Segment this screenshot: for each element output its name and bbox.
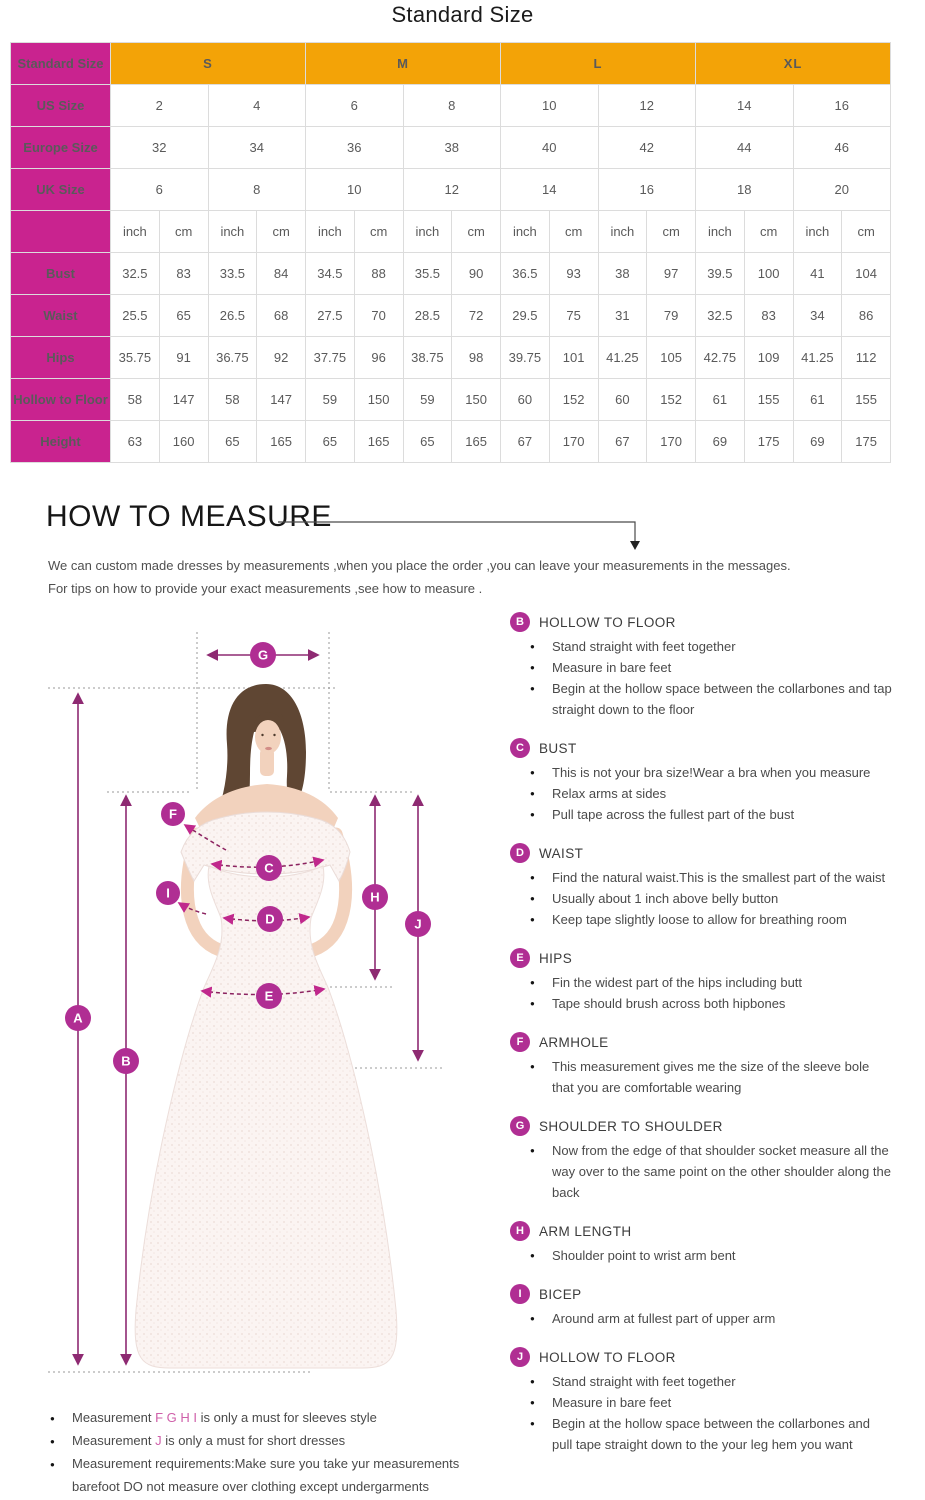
value-cell: 37.75	[306, 337, 355, 379]
row-label: Hips	[11, 337, 111, 379]
size-cell: 14	[696, 85, 794, 127]
value-cell: 104	[842, 253, 891, 295]
size-cell: 16	[793, 85, 891, 127]
value-cell: 165	[354, 421, 403, 463]
value-cell: 150	[354, 379, 403, 421]
letter-badge-g: G	[510, 1116, 530, 1136]
value-cell: 58	[111, 379, 160, 421]
bullet: ● Keep tape slightly loose to allow for breathing room	[528, 909, 892, 930]
section-title: ARM LENGTH	[539, 1223, 632, 1239]
section-bicep	[510, 1284, 910, 1329]
unit-cell: cm	[354, 211, 403, 253]
marker-B	[113, 1048, 139, 1074]
value-cell: 83	[744, 295, 793, 337]
letter-badge-j: J	[510, 1347, 530, 1367]
section-title: BUST	[539, 740, 577, 756]
value-cell: 33.5	[208, 253, 257, 295]
svg-text:I: I	[166, 885, 170, 901]
bullet: ● Relax arms at sides	[528, 783, 892, 804]
marker-E	[256, 983, 282, 1009]
table-row-groups	[11, 43, 891, 85]
value-cell: 38.75	[403, 337, 452, 379]
group-xl: XL	[696, 43, 891, 85]
bullet: ● Tape should brush across both hipbones	[528, 993, 892, 1014]
svg-text:C: C	[264, 860, 274, 876]
value-cell: 86	[842, 295, 891, 337]
corner-label: Standard Size	[11, 43, 111, 85]
letter-badge-i: I	[510, 1284, 530, 1304]
value-cell: 150	[452, 379, 501, 421]
row-label: Europe Size	[11, 127, 111, 169]
value-cell: 36.5	[501, 253, 550, 295]
value-cell: 34.5	[306, 253, 355, 295]
group-s: S	[111, 43, 306, 85]
value-cell: 65	[403, 421, 452, 463]
value-cell: 41.25	[793, 337, 842, 379]
value-cell: 69	[696, 421, 745, 463]
value-cell: 75	[549, 295, 598, 337]
value-cell: 79	[647, 295, 696, 337]
value-cell: 32.5	[111, 253, 160, 295]
value-cell: 97	[647, 253, 696, 295]
section-hips	[510, 948, 910, 1014]
bullet: ● Shoulder point to wrist arm bent	[528, 1245, 892, 1266]
value-cell: 42.75	[696, 337, 745, 379]
value-cell: 32.5	[696, 295, 745, 337]
value-cell: 175	[842, 421, 891, 463]
highlight-letters: F G H I	[155, 1410, 197, 1425]
dress-body	[135, 866, 397, 1368]
value-cell: 60	[598, 379, 647, 421]
size-cell: 16	[598, 169, 696, 211]
highlight-letters: J	[155, 1433, 162, 1448]
table-row-hips	[11, 337, 891, 379]
value-cell: 170	[647, 421, 696, 463]
section-title: HOLLOW TO FLOOR	[539, 1349, 676, 1365]
bullet: ● Fin the widest part of the hips including butt	[528, 972, 892, 993]
size-cell: 10	[306, 169, 404, 211]
value-cell: 31	[598, 295, 647, 337]
footnote-sleeves: ● Measurement F G H I is only a must for sleeves style	[50, 1406, 470, 1429]
marker-H	[362, 884, 388, 910]
svg-text:E: E	[264, 988, 274, 1004]
value-cell: 28.5	[403, 295, 452, 337]
bullet: ● Measure in bare feet	[528, 657, 892, 678]
section-title: SHOULDER TO SHOULDER	[539, 1118, 723, 1134]
section-arm-length	[510, 1221, 910, 1266]
table-row-us-size	[11, 85, 891, 127]
value-cell: 160	[159, 421, 208, 463]
heading-pointer-arrow	[262, 512, 657, 557]
value-cell: 68	[257, 295, 306, 337]
value-cell: 38	[598, 253, 647, 295]
value-cell: 34	[793, 295, 842, 337]
section-title: HIPS	[539, 950, 573, 966]
section-title: WAIST	[539, 845, 584, 861]
value-cell: 69	[793, 421, 842, 463]
footnote-short-dresses: ● Measurement J is only a must for short dresses	[50, 1429, 470, 1452]
unit-cell: cm	[549, 211, 598, 253]
bullet: ● This measurement gives me the size of the sleeve bole that you are comfortable wearing	[528, 1056, 892, 1098]
bullet: ● Usually about 1 inch above belly button	[528, 888, 892, 909]
value-cell: 65	[306, 421, 355, 463]
unit-cell: inch	[501, 211, 550, 253]
intro-text	[48, 554, 888, 600]
section-title: BICEP	[539, 1286, 582, 1302]
value-cell: 100	[744, 253, 793, 295]
value-cell: 175	[744, 421, 793, 463]
value-cell: 65	[208, 421, 257, 463]
value-cell: 101	[549, 337, 598, 379]
svg-text:A: A	[73, 1010, 83, 1026]
size-cell: 36	[306, 127, 404, 169]
value-cell: 152	[549, 379, 598, 421]
standard-size-table	[10, 42, 891, 463]
value-cell: 165	[452, 421, 501, 463]
unit-cell: cm	[842, 211, 891, 253]
value-cell: 170	[549, 421, 598, 463]
row-label: Waist	[11, 295, 111, 337]
svg-text:D: D	[265, 911, 275, 927]
unit-cell: inch	[793, 211, 842, 253]
value-cell: 109	[744, 337, 793, 379]
section-waist	[510, 843, 910, 930]
letter-badge-b: B	[510, 612, 530, 632]
bullet: ● Pull tape across the fullest part of the bust	[528, 804, 892, 825]
size-cell: 44	[696, 127, 794, 169]
size-cell: 6	[306, 85, 404, 127]
letter-badge-d: D	[510, 843, 530, 863]
value-cell: 84	[257, 253, 306, 295]
bullet: ● This is not your bra size!Wear a bra when you measure	[528, 762, 892, 783]
measure-instructions	[510, 612, 910, 1473]
model-figure	[135, 684, 397, 1368]
svg-text:G: G	[257, 647, 269, 663]
letter-badge-f: F	[510, 1032, 530, 1052]
size-cell: 38	[403, 127, 501, 169]
marker-J	[405, 911, 431, 937]
unit-cell: inch	[306, 211, 355, 253]
value-cell: 60	[501, 379, 550, 421]
size-cell: 32	[111, 127, 209, 169]
value-cell: 59	[306, 379, 355, 421]
value-cell: 70	[354, 295, 403, 337]
size-cell: 12	[403, 169, 501, 211]
size-cell: 18	[696, 169, 794, 211]
value-cell: 27.5	[306, 295, 355, 337]
size-cell: 14	[501, 169, 599, 211]
how-to-measure-heading: HOW TO MEASURE	[46, 500, 332, 533]
size-cell: 40	[501, 127, 599, 169]
footnotes	[50, 1406, 470, 1498]
section-hollow-to-floor-b	[510, 612, 910, 720]
section-armhole	[510, 1032, 910, 1098]
marker-C	[256, 855, 282, 881]
value-cell: 26.5	[208, 295, 257, 337]
value-cell: 93	[549, 253, 598, 295]
value-cell: 61	[696, 379, 745, 421]
size-cell: 8	[403, 85, 501, 127]
size-cell: 46	[793, 127, 891, 169]
row-label: Height	[11, 421, 111, 463]
section-bust	[510, 738, 910, 825]
model-eye-right	[273, 734, 275, 736]
value-cell: 67	[598, 421, 647, 463]
section-title: ARMHOLE	[539, 1034, 609, 1050]
value-cell: 155	[842, 379, 891, 421]
value-cell: 152	[647, 379, 696, 421]
value-cell: 83	[159, 253, 208, 295]
letter-badge-c: C	[510, 738, 530, 758]
group-l: L	[501, 43, 696, 85]
value-cell: 72	[452, 295, 501, 337]
value-cell: 98	[452, 337, 501, 379]
group-m: M	[306, 43, 501, 85]
table-row-bust	[11, 253, 891, 295]
section-title: HOLLOW TO FLOOR	[539, 614, 676, 630]
marker-I	[156, 881, 180, 905]
value-cell: 147	[257, 379, 306, 421]
value-cell: 41	[793, 253, 842, 295]
value-cell: 29.5	[501, 295, 550, 337]
value-cell: 61	[793, 379, 842, 421]
size-cell: 12	[598, 85, 696, 127]
value-cell: 59	[403, 379, 452, 421]
value-cell: 88	[354, 253, 403, 295]
value-cell: 90	[452, 253, 501, 295]
letter-badge-e: E	[510, 948, 530, 968]
intro-line-2: For tips on how to provide your exact measurements ,see how to measure .	[48, 581, 483, 596]
unit-cell: inch	[598, 211, 647, 253]
unit-cell: cm	[159, 211, 208, 253]
model-eye-left	[261, 734, 263, 736]
value-cell: 67	[501, 421, 550, 463]
value-cell: 35.75	[111, 337, 160, 379]
row-label: Bust	[11, 253, 111, 295]
bullet: ● Measure in bare feet	[528, 1392, 892, 1413]
table-row-hollow-to-floor	[11, 379, 891, 421]
value-cell: 155	[744, 379, 793, 421]
svg-text:B: B	[121, 1053, 131, 1069]
size-cell: 10	[501, 85, 599, 127]
page-title: Standard Size	[391, 2, 534, 27]
value-cell: 39.5	[696, 253, 745, 295]
value-cell: 25.5	[111, 295, 160, 337]
bullet: ● Now from the edge of that shoulder socket measure all the way over to the same point on the other shoulder along the back	[528, 1140, 892, 1203]
bullet: ● Find the natural waist.This is the smallest part of the waist	[528, 867, 892, 888]
value-cell: 147	[159, 379, 208, 421]
unit-cell: cm	[257, 211, 306, 253]
table-row-height	[11, 421, 891, 463]
bullet: ● Stand straight with feet together	[528, 636, 892, 657]
model-lips	[265, 747, 272, 750]
unit-cell: inch	[111, 211, 160, 253]
bullet: ● Stand straight with feet together	[528, 1371, 892, 1392]
size-cell: 2	[111, 85, 209, 127]
size-cell: 42	[598, 127, 696, 169]
value-cell: 58	[208, 379, 257, 421]
svg-text:H: H	[370, 889, 380, 905]
value-cell: 96	[354, 337, 403, 379]
intro-line-1: We can custom made dresses by measurements ,when you place the order ,you can leave your measurements in the messages.	[48, 558, 791, 573]
value-cell: 165	[257, 421, 306, 463]
table-row-uk-size	[11, 169, 891, 211]
marker-G	[250, 642, 276, 668]
bullet: ● Begin at the hollow space between the collarbones and tap straight down to the floor	[528, 678, 892, 720]
table-row-europe-size	[11, 127, 891, 169]
value-cell: 39.75	[501, 337, 550, 379]
marker-A	[65, 1005, 91, 1031]
unit-cell: cm	[452, 211, 501, 253]
svg-text:F: F	[169, 806, 177, 822]
unit-cell: cm	[647, 211, 696, 253]
bullet: ● Around arm at fullest part of upper arm	[528, 1308, 892, 1329]
size-cell: 34	[208, 127, 306, 169]
size-cell: 8	[208, 169, 306, 211]
row-label: US Size	[11, 85, 111, 127]
table-row-units	[11, 211, 891, 253]
value-cell: 41.25	[598, 337, 647, 379]
unit-cell: inch	[208, 211, 257, 253]
unit-cell: inch	[403, 211, 452, 253]
value-cell: 91	[159, 337, 208, 379]
table-row-waist	[11, 295, 891, 337]
letter-badge-h: H	[510, 1221, 530, 1241]
value-cell: 92	[257, 337, 306, 379]
svg-text:J: J	[414, 916, 422, 932]
bullet: ● Begin at the hollow space between the collarbones and pull tape straight down to the your leg hem you want	[528, 1413, 892, 1455]
size-cell: 6	[111, 169, 209, 211]
section-hollow-to-floor-j	[510, 1347, 910, 1455]
size-cell: 4	[208, 85, 306, 127]
unit-cell: inch	[696, 211, 745, 253]
row-label: UK Size	[11, 169, 111, 211]
row-label: Hollow to Floor	[11, 379, 111, 421]
marker-F	[161, 802, 185, 826]
measurement-diagram	[30, 618, 500, 1408]
unit-cell: cm	[744, 211, 793, 253]
value-cell: 112	[842, 337, 891, 379]
section-shoulder-to-shoulder	[510, 1116, 910, 1203]
marker-D	[257, 906, 283, 932]
row-label-empty	[11, 211, 111, 253]
value-cell: 63	[111, 421, 160, 463]
value-cell: 36.75	[208, 337, 257, 379]
value-cell: 65	[159, 295, 208, 337]
footnote-requirements: ● Measurement requirements:Make sure you take yur measurements barefoot DO not measure over clothing except undergarments	[50, 1452, 470, 1498]
value-cell: 35.5	[403, 253, 452, 295]
value-cell: 105	[647, 337, 696, 379]
size-cell: 20	[793, 169, 891, 211]
